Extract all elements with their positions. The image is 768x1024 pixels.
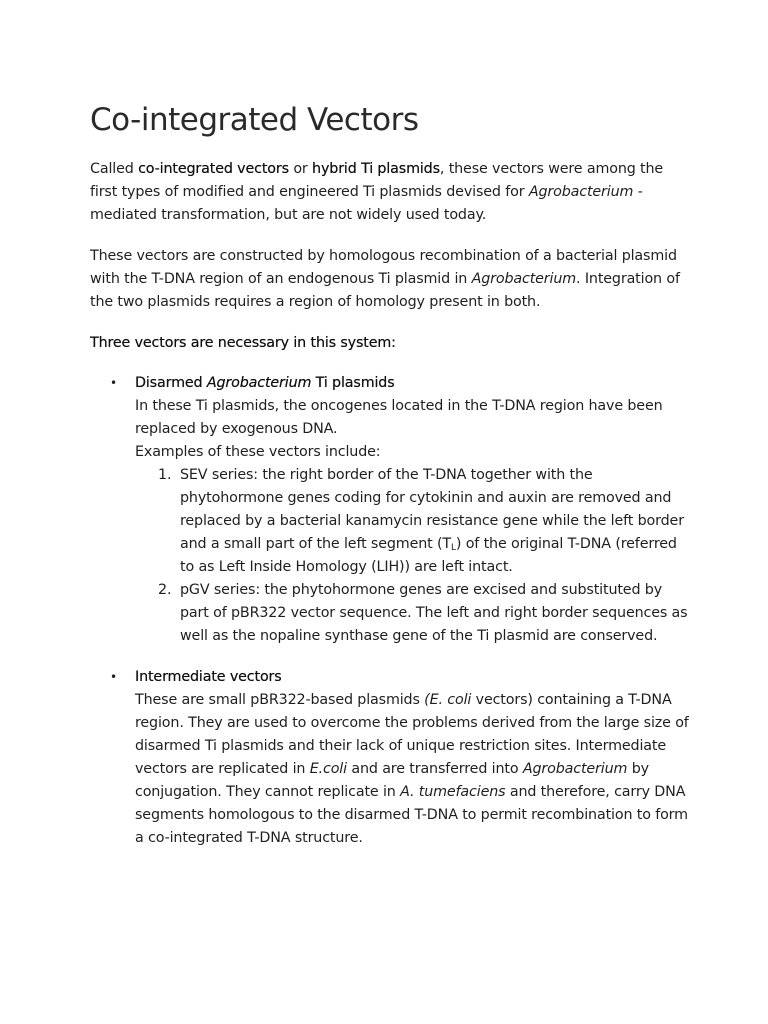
list-item-pgv-series xyxy=(135,579,690,648)
description-text: These are small pBR322-based plasmids xyxy=(135,692,425,708)
italic-e-coli: E.coli xyxy=(309,761,347,777)
bullet-icon: • xyxy=(110,376,117,390)
italic-agrobacterium: Agrobacterium xyxy=(528,184,634,200)
bullet-title xyxy=(135,372,690,395)
examples-list xyxy=(135,464,690,648)
list-number: 1. xyxy=(158,467,172,483)
construction-paragraph xyxy=(90,245,690,314)
bullet-icon: • xyxy=(110,670,117,684)
paragraph-text: These vectors are constructed by homologous recombination of a bacterial plasmid with the T-DNA region of an endogenous Ti plasmid in xyxy=(90,248,677,287)
italic-agrobacterium: Agrobacterium xyxy=(206,375,312,391)
bullet-description xyxy=(135,689,690,850)
bullet-title-text: Ti plasmids xyxy=(311,375,395,391)
description-text: and therefore, carry DNA segments homologous to the disarmed T-DNA to permit recombination to form a co-integrated T-DNA structure. xyxy=(135,784,688,846)
term-hybrid-ti-plasmids: hybrid Ti plasmids xyxy=(312,161,440,177)
list-item-intermediate-vectors xyxy=(90,666,690,850)
bullet-title-text: Disarmed xyxy=(135,375,207,391)
italic-e-coli: (E. coli xyxy=(424,692,472,708)
description-text: by conjugation. They cannot replicate in xyxy=(135,761,649,800)
description-text: vectors) containing a T-DNA region. They are used to overcome the problems derived from the large size of disarmed Ti plasmids and their lack of unique restriction sites. Intermediate vectors are replicated in xyxy=(135,692,689,777)
page-title: Co-integrated Vectors xyxy=(90,102,419,138)
document-page xyxy=(90,100,690,850)
item-text: pGV series: the phytohormone genes are excised and substituted by part of pBR322 vector sequence. The left and right border sequences as well as the nopaline synthase gene of the Ti plasmid are conserved. xyxy=(180,582,688,644)
intro-text: Called xyxy=(90,161,139,177)
examples-label: Examples of these vectors include: xyxy=(135,444,381,460)
bullet-title: Intermediate vectors xyxy=(135,669,282,685)
list-item-disarmed-plasmids xyxy=(90,372,690,648)
list-number: 2. xyxy=(158,582,172,598)
paragraph-text: . Integration of the two plasmids requires a region of homology present in both. xyxy=(90,271,680,310)
section-heading: Three vectors are necessary in this system: xyxy=(90,335,396,351)
intro-text: , these vectors were among the first types of modified and engineered Ti plasmids devised for xyxy=(90,161,664,200)
vector-list xyxy=(90,372,690,850)
italic-agrobacterium: Agrobacterium xyxy=(471,271,577,287)
list-item-sev-series xyxy=(135,464,690,579)
item-text: SEV series: the right border of the T-DNA together with the phytohormone genes coding for cytokinin and auxin are removed and replaced by a bacterial kanamycin resistance gene while the left border and a small part of the left segment (T xyxy=(180,467,684,552)
intro-text: or xyxy=(288,161,313,177)
italic-agrobacterium: Agrobacterium xyxy=(522,761,628,777)
subscript: L xyxy=(451,543,456,553)
intro-paragraph xyxy=(90,158,690,227)
bullet-description: In these Ti plasmids, the oncogenes located in the T-DNA region have been replaced by exogenous DNA. xyxy=(135,398,663,437)
item-text: ) of the original T-DNA (referred to as Left Inside Homology (LIH)) are left intact. xyxy=(180,536,677,575)
intro-text: -mediated transformation, but are not widely used today. xyxy=(90,184,643,223)
term-co-integrated-vectors: co-integrated vectors xyxy=(138,161,289,177)
description-text: and are transferred into xyxy=(346,761,523,777)
italic-a-tumefaciens: A. tumefaciens xyxy=(400,784,506,800)
